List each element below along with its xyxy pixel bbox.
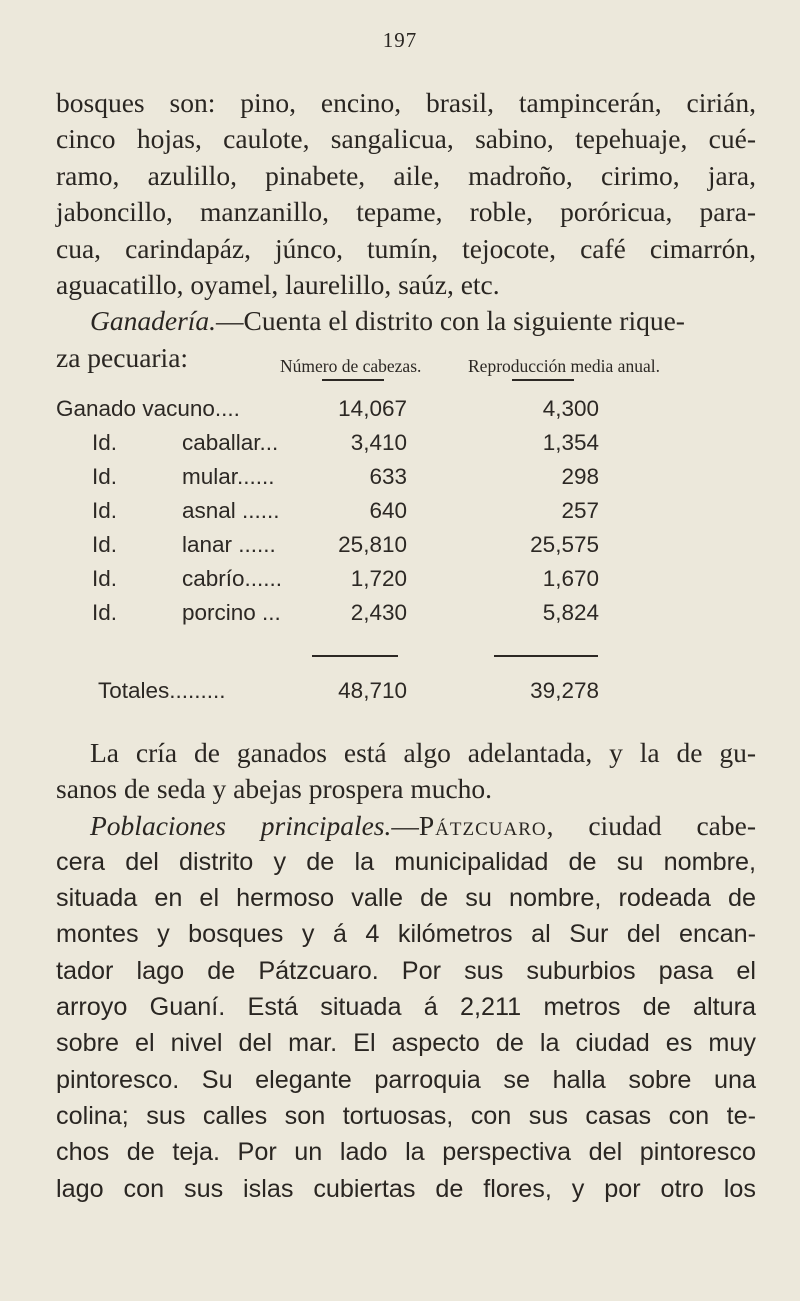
text-line: cinco hojas, caulote, sangalicua, sabino, tepehuaje, cué- — [56, 123, 756, 155]
text-line: arroyo Guaní. Está situada á 2,211 metros de altura — [56, 993, 756, 1022]
row-kind: asnal ...... — [182, 498, 280, 523]
text-line: tador lago de Pátzcuaro. Por sus suburbios pasa el — [56, 956, 756, 985]
cabezas-cell: 1,720 — [350, 566, 407, 591]
totals-rule — [312, 655, 398, 657]
row-id: Id. — [92, 600, 118, 625]
row-id: Id. — [92, 464, 118, 489]
totals-cabezas: 48,710 — [338, 678, 407, 703]
ganaderia-line — [56, 303, 756, 339]
totals-rule — [494, 655, 598, 657]
text-line: situada en el hermoso valle de su nombre, rodeada de — [56, 884, 756, 913]
header-underline — [322, 379, 384, 381]
poblaciones-text: , ciudad cabe- — [546, 809, 756, 841]
table-header — [56, 356, 756, 384]
page-number: 197 — [382, 28, 418, 52]
cabezas-cell: 2,430 — [350, 600, 407, 625]
header-underline — [512, 379, 574, 381]
cabezas-cell: 14,067 — [338, 396, 407, 421]
cabezas-cell: 3,410 — [350, 430, 407, 455]
poblaciones-heading: Poblaciones principales. — [90, 809, 392, 841]
row-kind: caballar... — [182, 430, 279, 455]
text-line: cera del distrito y de la municipalidad de su nombre, — [56, 847, 756, 876]
header-cabezas: Número de cabezas. — [280, 356, 422, 376]
city-name: Pátzcuaro — [418, 809, 547, 841]
text-line: La cría de ganados está algo adelantada, y la de gu- — [90, 737, 756, 768]
text-line: za pecuaria: — [56, 341, 189, 373]
text-line: bosques son: pino, encino, brasil, tampincerán, cirián, — [56, 87, 756, 118]
totals-reproduccion: 39,278 — [530, 678, 599, 703]
row-kind: cabrío...... — [182, 566, 283, 591]
text-line: aguacatillo, oyamel, laurelillo, saúz, etc. — [56, 269, 500, 301]
reproduccion-cell: 25,575 — [530, 532, 599, 557]
ganaderia-heading: Ganadería. — [90, 305, 217, 337]
table-row — [56, 430, 756, 464]
reproduccion-cell: 5,824 — [542, 600, 599, 625]
table-row — [56, 396, 756, 430]
text-line: sobre el nivel del mar. El aspecto de la ciudad es muy — [56, 1029, 756, 1058]
row-kind: mular...... — [182, 464, 275, 489]
reproduccion-cell: 257 — [561, 498, 599, 523]
cabezas-cell: 25,810 — [338, 532, 407, 557]
table-row — [56, 464, 756, 498]
paragraph-poblaciones — [56, 735, 756, 1207]
table-row — [56, 566, 756, 600]
row-kind: lanar ...... — [182, 532, 276, 557]
row-id: Id. — [92, 498, 118, 523]
header-reproduccion: Reproducción media anual. — [468, 356, 660, 376]
cabezas-cell: 640 — [369, 498, 407, 523]
livestock-table — [56, 356, 756, 703]
text-line: colina; sus calles son tortuosas, con sus casas con te- — [56, 1101, 756, 1130]
text-line: lago con sus islas cubiertas de flores, y por otro los — [56, 1174, 756, 1203]
totals-row — [56, 678, 756, 712]
table-row — [56, 498, 756, 532]
text-line: jaboncillo, manzanillo, tepame, roble, poróricua, para- — [56, 196, 756, 228]
row-id: Id. — [92, 532, 118, 557]
reproduccion-cell: 1,670 — [542, 566, 599, 591]
cabezas-cell: 633 — [369, 464, 407, 489]
text-line: cua, carindapáz, júnco, tumín, tejocote, café cimarrón, — [56, 232, 756, 264]
text-line: sanos de seda y abejas prospera mucho. — [56, 773, 493, 805]
table-row — [56, 532, 756, 566]
reproduccion-cell: 4,300 — [542, 396, 599, 421]
reproduccion-cell: 1,354 — [542, 430, 599, 455]
totals-label: Totales......... — [98, 678, 226, 703]
row-label: Ganado vacuno.... — [56, 396, 240, 421]
ganaderia-text: —Cuenta el distrito con la siguiente rique- — [216, 305, 685, 337]
text-line: ramo, azulillo, pinabete, aile, madroño, cirimo, jara, — [56, 159, 756, 191]
reproduccion-cell: 298 — [561, 464, 599, 489]
paragraph-trees — [56, 85, 756, 376]
text-line: pintoresco. Su elegante parroquia se halla sobre una — [56, 1065, 756, 1094]
row-id: Id. — [92, 566, 118, 591]
text-line: chos de teja. Por un lado la perspectiva del pintoresco — [56, 1138, 756, 1167]
row-id: Id. — [92, 430, 118, 455]
row-kind: porcino ... — [182, 600, 281, 625]
poblaciones-line — [56, 808, 756, 844]
poblaciones-dash: — — [391, 809, 419, 841]
table-row — [56, 600, 756, 634]
text-line: montes y bosques y á 4 kilómetros al Sur del encan- — [56, 920, 756, 949]
